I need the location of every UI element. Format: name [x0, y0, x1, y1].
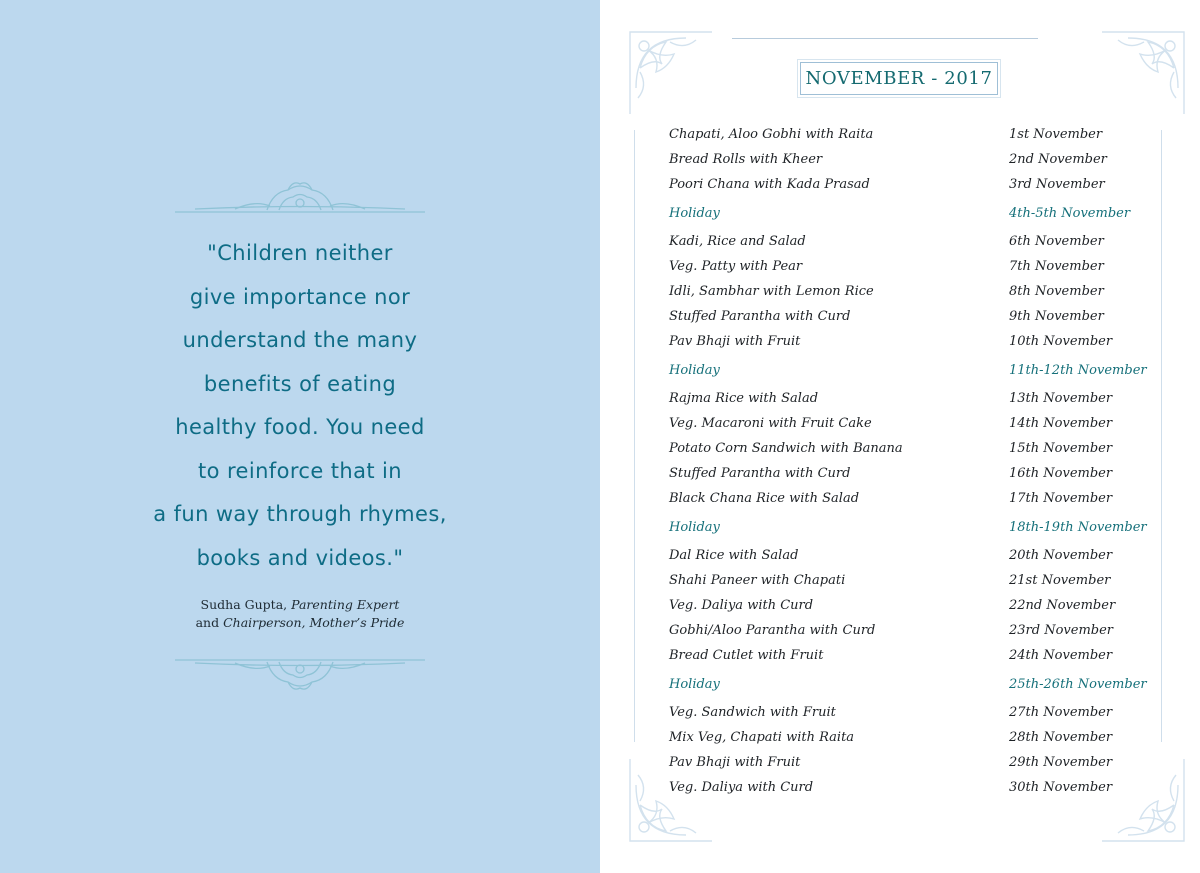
menu-row [669, 231, 1149, 256]
meal-name: Pav Bhaji with Fruit [669, 755, 801, 770]
quote-line: understand the many [182, 328, 418, 352]
holiday-dates: 18th-19th November [1009, 520, 1147, 535]
meal-name: Pav Bhaji with Fruit [669, 334, 801, 349]
menu-date: 6th November [1009, 234, 1104, 249]
quote-line: books and videos." [196, 545, 404, 570]
holiday-row [669, 356, 1149, 388]
menu-date: 28th November [1009, 730, 1113, 745]
flourish-divider-bottom-icon [175, 654, 425, 694]
menu-row [669, 752, 1149, 777]
menu-row [669, 438, 1149, 463]
menu-row [669, 620, 1149, 645]
meal-name: Shahi Paneer with Chapati [669, 573, 846, 588]
menu-row [669, 727, 1149, 752]
meal-name: Potato Corn Sandwich with Banana [669, 441, 903, 456]
flourish-divider-top-icon [175, 178, 425, 218]
menu-date: 21st November [1009, 573, 1111, 588]
menu-date: 13th November [1009, 391, 1113, 406]
menu-row [669, 645, 1149, 670]
meal-name: Gobhi/Aloo Parantha with Curd [669, 623, 876, 638]
menu-row [669, 281, 1149, 306]
menu-date: 3rd November [1009, 177, 1105, 192]
menu-date: 20th November [1009, 548, 1113, 563]
menu-panel [600, 0, 1200, 873]
meal-name: Veg. Daliya with Curd [669, 780, 814, 795]
meal-name: Stuffed Parantha with Curd [669, 309, 851, 324]
menu-row [669, 331, 1149, 356]
menu-date: 7th November [1009, 259, 1104, 274]
menu-row [669, 595, 1149, 620]
attribution-line-2 [100, 614, 500, 632]
author-line2-prefix: and [195, 615, 224, 630]
quote-line: give importance nor [189, 284, 411, 309]
corner-ornament-icon [626, 28, 716, 118]
menu-row [669, 388, 1149, 413]
quote-line: healthy food. You need [175, 415, 425, 439]
menu-date: 15th November [1009, 441, 1113, 456]
menu-list [669, 124, 1149, 802]
menu-date: 14th November [1009, 416, 1113, 431]
meal-name: Veg. Sandwich with Fruit [669, 705, 836, 720]
holiday-label: Holiday [669, 363, 720, 378]
holiday-dates: 4th-5th November [1009, 206, 1131, 221]
author-role-2: Chairperson, Mother’s Pride [223, 615, 405, 630]
meal-name: Stuffed Parantha with Curd [669, 466, 851, 481]
corner-ornament-icon [1098, 28, 1188, 118]
meal-name: Dal Rice with Salad [669, 548, 799, 563]
menu-date: 2nd November [1009, 152, 1107, 167]
menu-row [669, 702, 1149, 727]
menu-date: 8th November [1009, 284, 1104, 299]
meal-name: Idli, Sambhar with Lemon Rice [669, 284, 874, 299]
menu-date: 23rd November [1009, 623, 1114, 638]
menu-date: 22nd November [1009, 598, 1116, 613]
holiday-dates: 25th-26th November [1009, 677, 1147, 692]
quote-attribution [100, 596, 500, 632]
quote-text [100, 232, 500, 580]
meal-name: Bread Cutlet with Fruit [669, 648, 824, 663]
meal-name: Kadi, Rice and Salad [669, 234, 806, 249]
author-name: Sudha Gupta, [200, 597, 292, 612]
attribution-line-1 [100, 596, 500, 614]
author-role-1: Parenting Expert [291, 597, 400, 612]
meal-name: Veg. Daliya with Curd [669, 598, 814, 613]
meal-name: Chapati, Aloo Gobhi with Raita [669, 127, 874, 142]
menu-date: 30th November [1009, 780, 1113, 795]
holiday-dates: 11th-12th November [1009, 363, 1147, 378]
menu-date: 9th November [1009, 309, 1104, 324]
quote-line: a fun way through rhymes, [153, 502, 447, 526]
menu-row [669, 413, 1149, 438]
menu-row [669, 545, 1149, 570]
menu-row [669, 777, 1149, 802]
holiday-label: Holiday [669, 206, 720, 221]
meal-name: Bread Rolls with Kheer [669, 152, 823, 167]
menu-row [669, 124, 1149, 149]
meal-name: Veg. Patty with Pear [669, 259, 803, 274]
menu-date: 17th November [1009, 491, 1113, 506]
meal-name: Mix Veg, Chapati with Raita [669, 730, 855, 745]
menu-date: 29th November [1009, 755, 1113, 770]
meal-name: Poori Chana with Kada Prasad [669, 177, 870, 192]
menu-date: 27th November [1009, 705, 1113, 720]
menu-row [669, 256, 1149, 281]
quote-line: to reinforce that in [197, 458, 402, 483]
holiday-row [669, 513, 1149, 545]
right-border-rule [1161, 130, 1162, 742]
holiday-label: Holiday [669, 677, 720, 692]
meal-name: Rajma Rice with Salad [669, 391, 819, 406]
menu-row [669, 570, 1149, 595]
meal-name: Black Chana Rice with Salad [669, 491, 860, 506]
holiday-label: Holiday [669, 520, 720, 535]
menu-date: 1st November [1009, 127, 1103, 142]
menu-row [669, 174, 1149, 199]
menu-row [669, 488, 1149, 513]
menu-date: 24th November [1009, 648, 1113, 663]
holiday-row [669, 670, 1149, 702]
menu-row [669, 306, 1149, 331]
holiday-row [669, 199, 1149, 231]
menu-row [669, 463, 1149, 488]
left-border-rule [634, 130, 635, 742]
month-title: NOVEMBER - 2017 [800, 62, 998, 95]
menu-date: 10th November [1009, 334, 1113, 349]
top-divider [732, 38, 1038, 39]
menu-row [669, 149, 1149, 174]
quote-line: benefits of eating [203, 371, 397, 396]
menu-date: 16th November [1009, 466, 1113, 481]
quote-line: "Children neither [207, 241, 393, 265]
meal-name: Veg. Macaroni with Fruit Cake [669, 416, 872, 431]
